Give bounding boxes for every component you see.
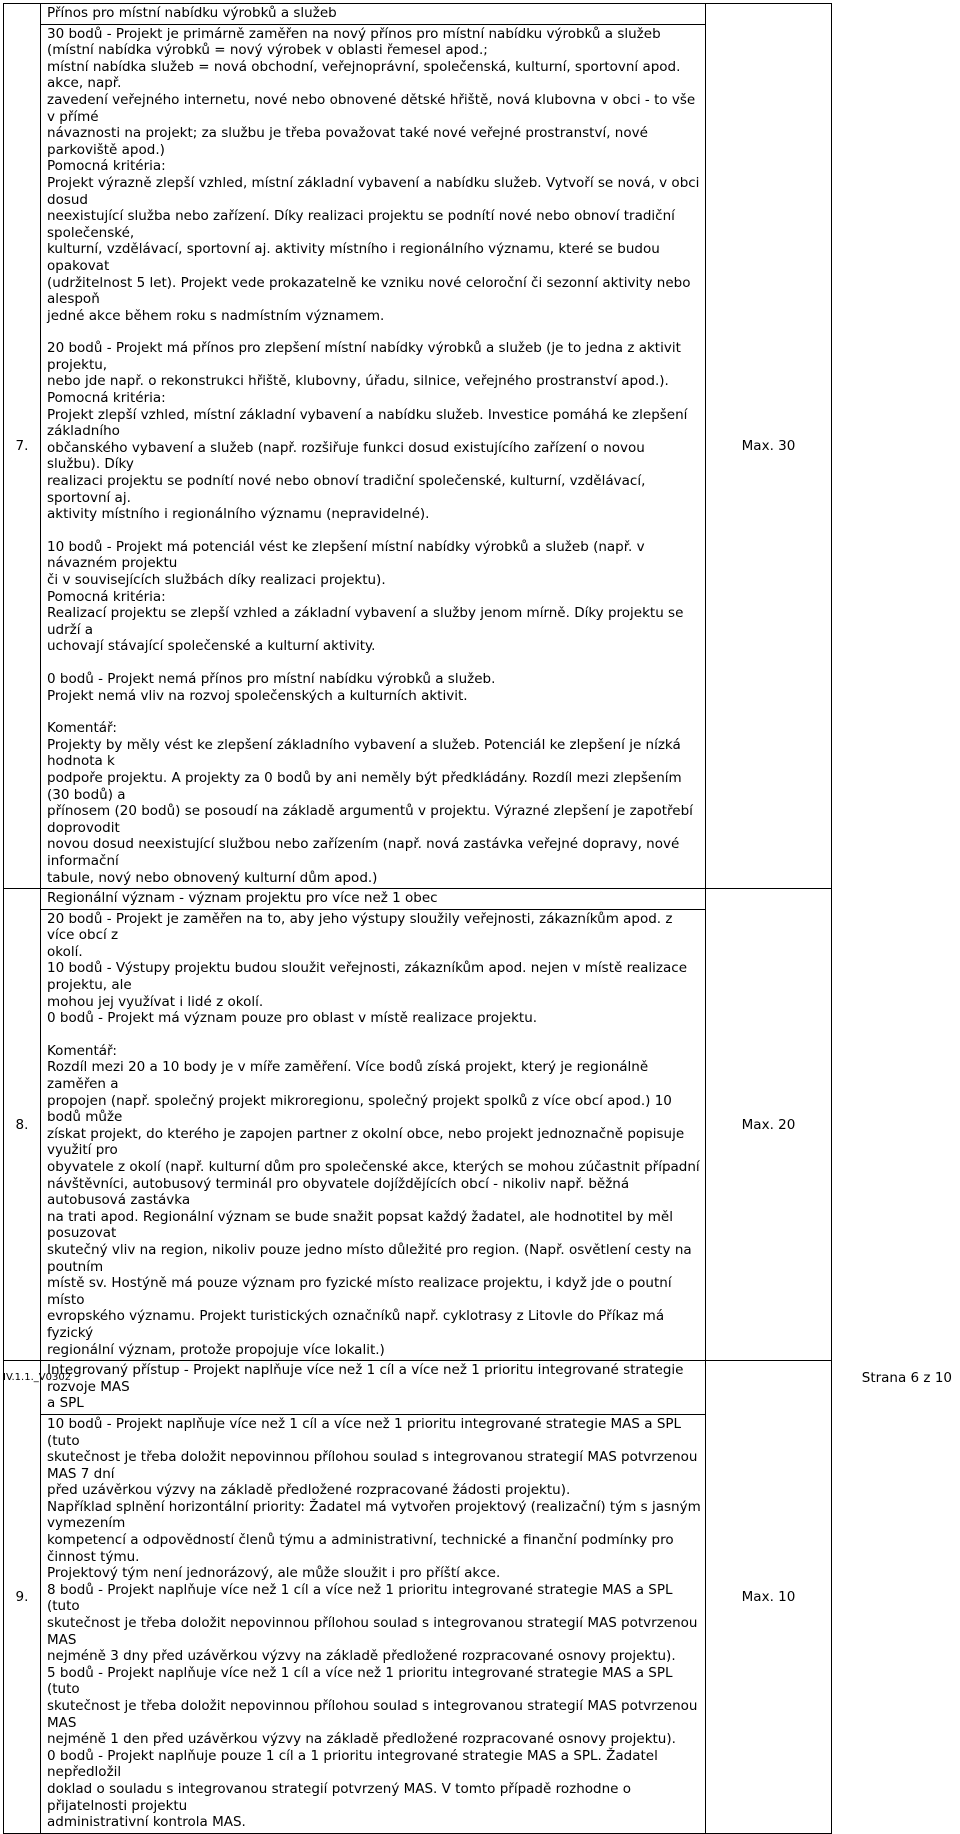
score-level-10: 10 bodů - Projekt má potenciál vést ke zlepšení místní nabídky výrobků a služeb (např. v návazném projektu či v souvisejících službách díky realizaci projektu). Pomocná kritéria: Realizací projektu se zlepší vzhled a základní vybavení a služby jenom mírně. Díky projektu se udrží a uchovají stávající společenské a kulturní aktivity. [47, 538, 684, 655]
criterion-number: 8. [4, 889, 41, 1361]
criterion-comment: Komentář: Rozdíl mezi 20 a 10 body je v míře zaměření. Více bodů získá projekt, který je regionálně zaměřen a propojen (např. společný projekt mikroregionu, společný projekt spolků z více obcí apod.) 10 bodů může získat projekt, do kterého je zapojen partner z okolní obce, nebo projekt jednoznačně popisuje využití pro obyvatele z okolí (např. kulturní dům pro společenské akce, kterých se mohou zúčastnit případní návštěvníci, autobusový terminál pro obyvatele dojíždějících obcí - nikoliv např. běžná autobusová zastávka na trati apod. Regionální význam se bude snažit popsat každý žadatel, ale hodnotitel by měl posuzovat skutečný vliv na region, nikoliv pouze jedno místo důležité pro region. (Např. osvětlení cesty na poutním místě sv. Hostýně má pouze význam pro fyzické místo realizace projektu, i když jde o poutní místo evropského významu. Projekt turistických označníků např. cyklotrasy z Litovle do Příkaz má fyzický regionální význam, protože propojuje více lokalit.) [47, 1042, 700, 1358]
score-level-0: 0 bodů - Projekt nemá přínos pro místní nabídku výrobků a služeb. Projekt nemá vliv na rozvoj společenských a kulturních aktivit. [47, 670, 496, 704]
criterion-max-points: Max. 10 [706, 1361, 832, 1834]
page-number: Strana 6 z 10 [861, 1370, 952, 1386]
criterion-description-cell [41, 1415, 705, 1833]
criterion-max-points: Max. 20 [706, 889, 832, 1361]
score-level-20: 20 bodů - Projekt má přínos pro zlepšení místní nabídky výrobků a služeb (je to jedna z aktivit projektu, nebo jde např. o rekonstrukci hřiště, klubovny, úřadu, silnice, veřejného prostranství apod.). Pomocná kritéria: Projekt zlepší vzhled, místní základní vybavení a nabídku služeb. Investice pomáhá ke zlepšení základního občanského vybavení a služeb (např. rozšiřuje funkci dosud existujícího zařízení o novou službu). Díky realizaci projektu se podnítí nové nebo obnoví tradiční společenské, kulturní, vzdělávací, sportovní aj. aktivity místního i regionálního významu (nepravidelné). [47, 340, 688, 523]
criterion-row-9 [4, 1361, 832, 1834]
score-levels: 10 bodů - Projekt naplňuje více než 1 cíl a více než 1 prioritu integrované strategie MAS a SPL (tuto skutečnost je třeba doložit nepovinnou přílohou soulad s integrovanou strategií MAS potvrzenou MAS 7 dní před uzávěrkou výzvy na základě předložené rozpracované žádosti projektu). Například splnění horizontální priority: Žadatel má vytvořen projektový (realizační) tým s jasným vymezením kompetencí a odpovědností členů týmu a administrativní, technické a finanční podmínky pro činnost týmu. Projektový tým není jednorázový, ale může sloužit i pro příští akce. 8 bodů - Projekt naplňuje více než 1 cíl a více než 1 prioritu integrované strategie MAS a SPL (tuto skutečnost je třeba doložit nepovinnou přílohou soulad s integrovanou strategií MAS potvrzenou MAS nejméně 3 dny před uzávěrkou výzvy na základě předložené rozpracované osnovy projektu). 5 bodů - Projekt naplňuje více než 1 cíl a více než 1 prioritu integrované strategie MAS a SPL (tuto skutečnost je třeba doložit nepovinnou přílohou soulad s integrovanou strategií MAS potvrzenou MAS nejméně 1 den před uzávěrkou výzvy na základě předložené rozpracované osnovy projektu). 0 bodů - Projekt naplňuje pouze 1 cíl a 1 prioritu integrované strategie MAS a SPL. Žadatel nepředložil doklad o souladu s integrovanou strategií potvrzený MAS. V tomto případě rozhodne o přijatelnosti projektu administrativní kontrola MAS. [47, 1415, 701, 1831]
criterion-title-cell [41, 1361, 705, 1415]
criterion-number: 9. [4, 1361, 41, 1834]
criterion-row-8 [4, 889, 832, 1361]
criterion-title: Integrovaný přístup - Projekt naplňuje více než 1 cíl a více než 1 prioritu integrované strategie rozvoje MAS a SPL [47, 1362, 684, 1412]
score-levels: 20 bodů - Projekt je zaměřen na to, aby jeho výstupy sloužily veřejnosti, zákazníkům apod. z více obcí z okolí. 10 bodů - Výstupy projektu budou sloužit veřejnosti, zákazníkům apod. nejen v místě realizace projektu, ale mohou jej využívat i lidé z okolí. 0 bodů - Projekt má význam pouze pro oblast v místě realizace projektu. [47, 910, 688, 1027]
criterion-description-cell [41, 910, 705, 1360]
criterion-comment: Komentář: Projekty by měly vést ke zlepšení základního vybavení a služeb. Potenciál ke zlepšení je nízká hodnota k podpoře projektu. A projekty za 0 bodů by ani neměly být předkládány. Rozdíl mezi zlepšením (30 bodů) a přínosem (20 bodů) se posoudí na základě argumentů v projektu. Výrazné zlepšení je zapotřebí doprovodit novou dosud neexistující službou nebo zařízením (např. nová zastávka veřejné dopravy, nové informační tabule, nový nebo obnovený kulturní dům apod.) [47, 720, 693, 886]
criterion-title-cell [41, 4, 705, 25]
criterion-title: Přínos pro místní nabídku výrobků a služeb [47, 5, 337, 21]
criterion-title-cell [41, 889, 705, 910]
score-level-30: 30 bodů - Projekt je primárně zaměřen na nový přínos pro místní nabídku výrobků a služeb (místní nabídka výrobků = nový výrobek v oblasti řemesel apod.; místní nabídka služeb = nová obchodní, veřejnoprávní, společenská, kulturní, sportovní apod. akce, např. zavedení veřejného internetu, nové nebo obnovené dětské hřiště, nová klubovna v obci - to vše v přímé návaznosti na projekt; za službu je třeba považovat také nové veřejné prostranství, nové parkoviště apod.) Pomocná kritéria: Projekt výrazně zlepší vzhled, místní základní vybavení a nabídku služeb. Vytvoří se nová, v obci dosud neexistující služba nebo zařízení. Díky realizaci projektu se podnítí nové nebo obnoví tradiční společenské, kulturní, vzdělávací, sportovní aj. aktivity místního i regionálního významu, které se budou opakovat (udržitelnost 5 let). Projekt vede prokazatelně ke vzniku nové celoroční či sezonní aktivity nebo alespoň jedné akce během roku s nadmístním významem. [47, 25, 700, 324]
document-code: IV.1.1._V0302 [3, 1372, 72, 1383]
criterion-number: 7. [4, 4, 41, 889]
criteria-table [3, 3, 832, 1834]
criterion-title: Regionální význam - význam projektu pro více než 1 obec [47, 890, 438, 907]
criterion-max-points: Max. 30 [706, 4, 832, 889]
criterion-description-cell [41, 25, 705, 889]
criterion-row-7 [4, 4, 832, 889]
